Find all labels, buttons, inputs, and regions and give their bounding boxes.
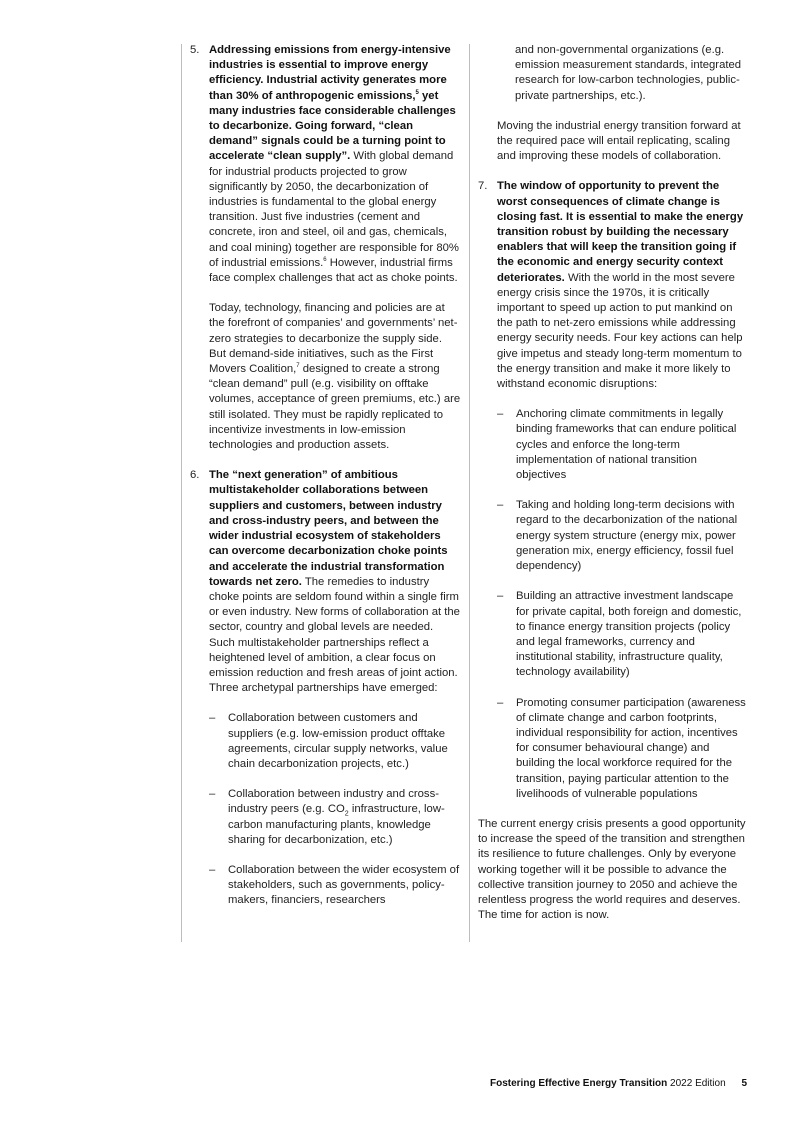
item-5-paragraph: Addressing emissions from energy-intensive industries is essential to improve energy efficiency. Industrial activity generates more than 30% of anthropogenic emissions,$^5$ yet many industries face considerable challenges to decarbonize. Going forward, “clean demand” signals could be a turning point to accelerate “clean supply”. With global demand for industrial products projected to grow significantly by 2050, the decarbonization of industries is fundamental to the global energy transition. Just five industries (cement and concrete, iron and steel, oil and gas, chemicals, and coal mining) together are responsible for 80% of industrial emissions.$^6$ However, industrial firms face complex challenges that act as choke points. xyxy=(209,44,459,285)
item-5-body: With global demand for industrial products projected to grow significantly by 2050, the decarbonization of industries is fundamental to the global energy transition. Just five industries (cement and concrete, iron and steel, oil and gas, chemicals, and coal mining) together are responsible for 80% of industrial emissions. xyxy=(209,150,459,269)
item-6-bold-lead: The “next generation” of ambitious multistakeholder collaborations between suppliers and customers, between industry and cross-industry peers, and between the wider industrial ecosystem of stakeholders can overcome decarbonization choke points and accelerate the industrial transformation towards net zero. xyxy=(209,469,448,588)
list-item: – Collaboration between customers and suppliers (e.g. low-emission product offtake agreements, circular supply networks, value chain decarbonization projects, etc.) xyxy=(209,712,448,770)
footer-title: Fostering Effective Energy Transition xyxy=(490,1078,668,1089)
list-item: – Collaboration between the wider ecosystem of stakeholders, such as governments, policy-makers, financiers, researchers xyxy=(209,863,460,907)
list-item: – Taking and holding long-term decisions with regard to the decarbonization of the national energy system structure (energy mix, power generation mix, energy efficiency, fossil fuel dependency) xyxy=(497,499,738,573)
item-5-bold-lead: Addressing emissions from energy-intensive industries is essential to improve energy efficiency. Industrial activity generates more than 30% of anthropogenic emissions,$^5$ yet many industries face considerable challenges to decarbonize. Going forward, “clean demand” signals could be a turning point to accelerate “clean supply”. xyxy=(209,44,456,163)
item-6-closing-paragraph: Moving the industrial energy transition forward at the required pace will entail replicating, scaling and improving these models of collaboration. xyxy=(497,119,741,163)
list-item-continuation: and non-governmental organizations (e.g. emission measurement standards, integrated research for low-carbon technologies, public-private partnerships, etc.). xyxy=(515,44,742,102)
conclusion-paragraph: The current energy crisis presents a good opportunity to increase the speed of the transition and strengthen its resilience to future challenges. Only by everyone working together will it be possible to advance the collective transition journey to 2050 and achieve the relentless progress the world requires and deserves. The time for action is now. xyxy=(478,817,746,922)
left-column-rule xyxy=(181,44,182,942)
dash-bullet: – xyxy=(497,408,504,421)
page-number: 5 xyxy=(741,1078,747,1089)
key-actions-list xyxy=(497,407,748,802)
dash-bullet: – xyxy=(209,788,216,801)
partnership-list xyxy=(209,711,461,908)
item-7-body: With the world in the most severe energy crisis since the 1970s, it is critically important to speed up action to put mankind on the path to net-zero emissions while addressing energy security needs. Four key actions can help give impetus and steady long-term momentum to the energy transition and make it more likely to withstand economic disruptions: xyxy=(497,271,743,391)
subscript: 2 xyxy=(344,810,349,818)
right-column xyxy=(478,43,748,923)
dash-bullet: – xyxy=(497,696,504,709)
list-item: – Promoting consumer participation (awareness of climate change and carbon footprints, individual responsibility for action, incentives for consumer behavioural change) and building the local workforce required for the transition, paying particular attention to the livelihoods of vulnerable populations xyxy=(497,696,746,800)
item-number: 6. xyxy=(190,469,200,482)
dash-bullet: – xyxy=(497,590,504,603)
left-column xyxy=(190,43,461,909)
item-number: 7. xyxy=(478,180,488,193)
footer-edition: 2022 Edition xyxy=(670,1078,726,1089)
right-column-rule xyxy=(469,44,470,942)
list-item: – Anchoring climate commitments in legally binding frameworks that can endure political cycles and enforce the long-term implementation of national transition objectives xyxy=(497,408,737,482)
list-item: – Building an attractive investment landscape for private capital, both foreign and domestic, to finance energy transition projects (policy and legal frameworks, currency and institutional stability, infrastructure quality, technology availability) xyxy=(497,590,742,679)
item-number: 5. xyxy=(190,44,200,56)
numbered-item-6 xyxy=(190,468,461,908)
footnote-ref: 6 xyxy=(323,257,327,264)
item-5-second-paragraph: Today, technology, financing and policies are at the forefront of companies’ and governments’ net-zero strategies to decarbonize the supply side. But demand-side initiatives, such as the First Movers Coalition,$^7$ designed to create a strong “clean demand” pull (e.g. visibility on offtake volumes, acceptance of green premiums, etc.) are still isolated. They must be rapidly replicated to incentivize investments in low-emission technologies and production assets. xyxy=(209,302,461,452)
dash-bullet: – xyxy=(209,863,216,876)
list-item: – Collaboration between industry and cross-industry peers (e.g. $CO_2$ infrastructure, low-carbon manufacturing plants, knowledge sharing for decarbonization, etc.) xyxy=(209,788,445,846)
page-footer xyxy=(490,1076,747,1091)
dash-bullet: – xyxy=(497,499,504,512)
footnote-ref: 7 xyxy=(296,363,300,370)
numbered-item-7 xyxy=(478,179,748,802)
item-7-bold-lead: The window of opportunity to prevent the worst consequences of climate change is closing fast. It is essential to make the energy transition robust by building the necessary enablers that will keep the transition going if the economic and energy security context deteriorates. xyxy=(497,180,744,284)
dash-bullet: – xyxy=(209,712,216,725)
footnote-ref: 5 xyxy=(415,89,419,96)
item-7-paragraph xyxy=(497,179,748,392)
item-6-body: The remedies to industry choke points are seldom found within a single firm or even industry. New forms of collaboration at the sector, country and global levels are needed. Such multistakeholder partnerships reflect a heightened level of ambition, a clear focus on emission reduction and fresh areas of joint action. Three archetypal partnerships have emerged: xyxy=(209,575,460,695)
numbered-item-5 xyxy=(190,43,461,453)
item-6-paragraph xyxy=(209,468,461,696)
